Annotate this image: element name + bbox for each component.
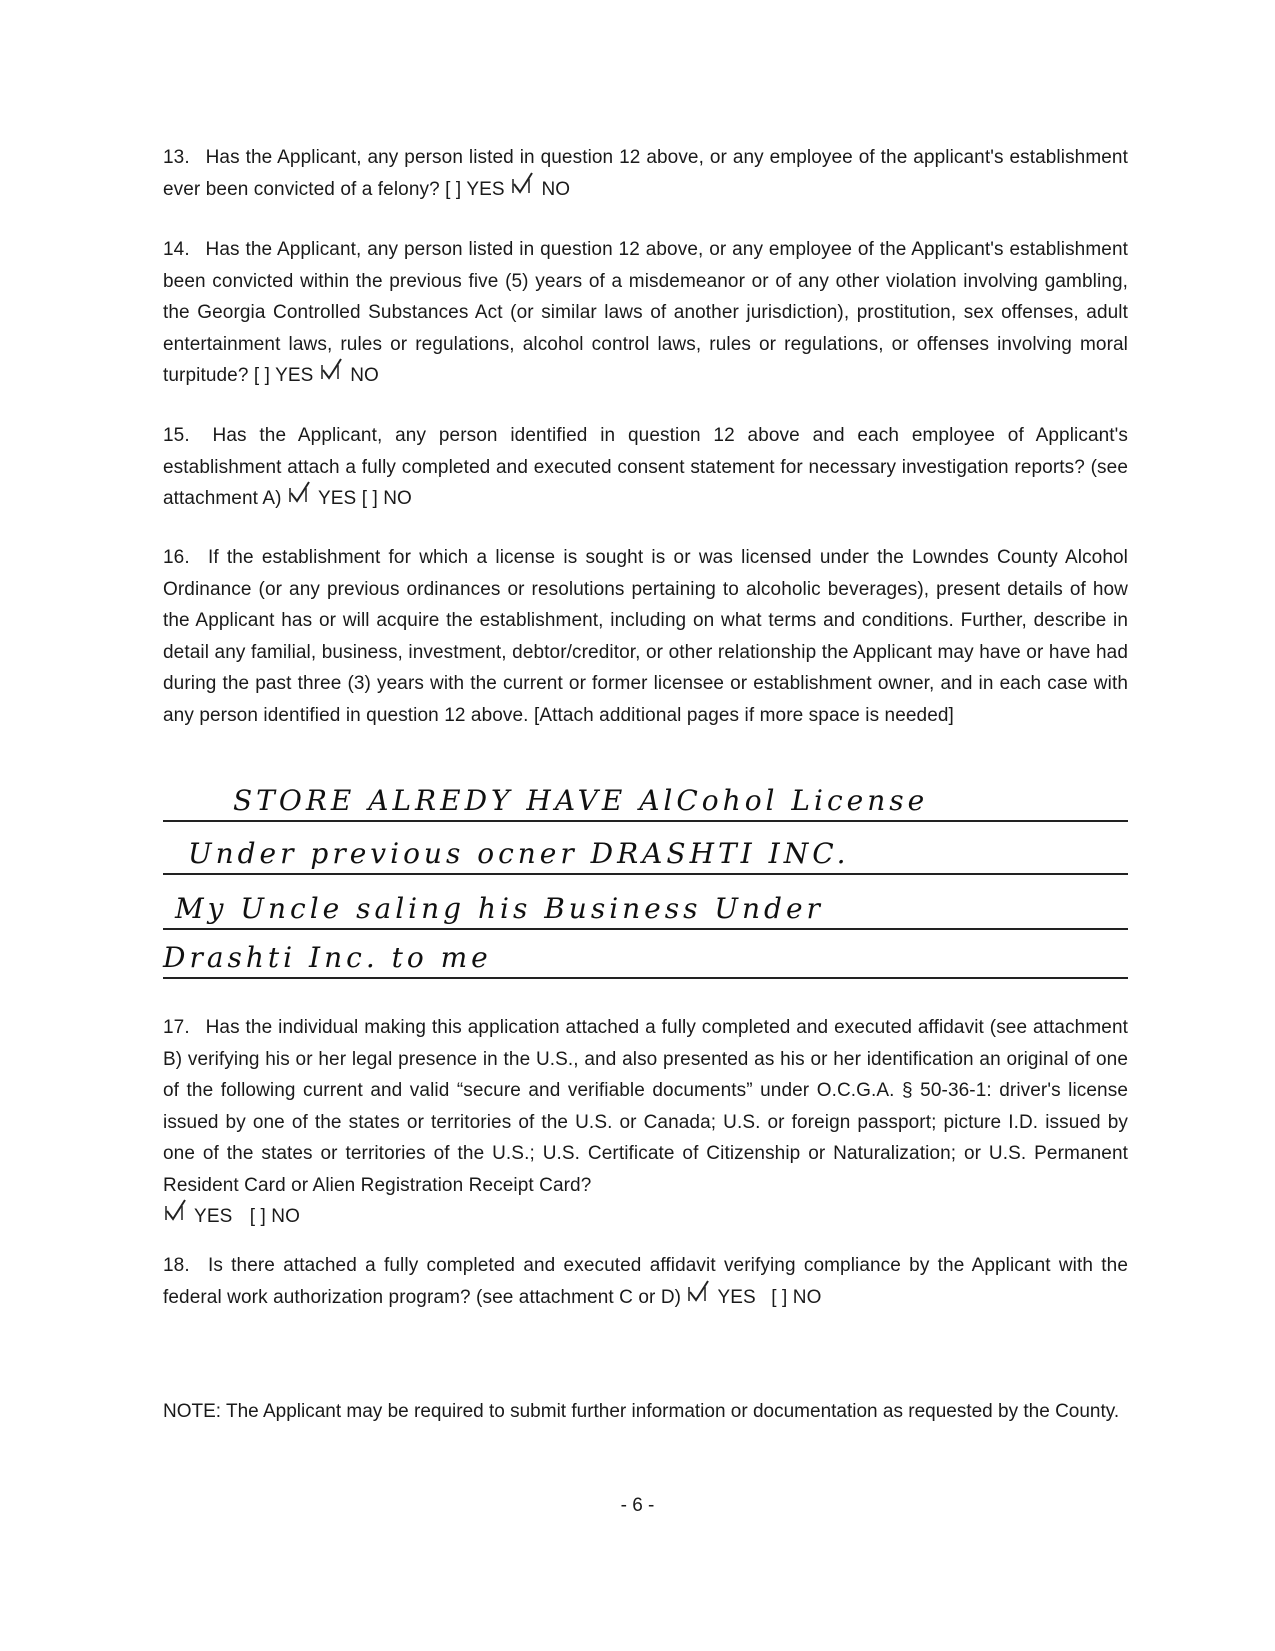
note: NOTE: The Applicant may be required to submit further information or documentation as requested by the County. xyxy=(163,1401,1120,1422)
handwritten-line-1: STORE ALREDY HAVE AlCohol License xyxy=(233,784,929,817)
no-option[interactable]: NO xyxy=(350,365,379,386)
question-16 xyxy=(163,542,1128,731)
question-17 xyxy=(163,1012,1128,1233)
handwritten-line-2: Under previous ocner DRASHTI INC. xyxy=(188,837,850,870)
question-number: 18. xyxy=(163,1255,190,1276)
checkmark-icon[interactable] xyxy=(510,177,536,197)
no-option[interactable]: [ ] NO xyxy=(771,1286,822,1308)
question-number: 15. xyxy=(163,425,190,446)
question-text: Has the Applicant, any person listed in question 12 above, or any employee of the applicant's establishment ever been convicted of a felony? xyxy=(163,147,1128,200)
yes-option[interactable]: YES xyxy=(194,1206,233,1227)
checkmark-icon[interactable] xyxy=(319,363,345,383)
no-option[interactable]: NO xyxy=(541,178,571,200)
question-14 xyxy=(163,234,1128,392)
question-text: Has the Applicant, any person listed in question 12 above, or any employee of the Applicant's establishment been convicted within the previous five (5) years of a misdemeanor or of any other violation involving gambling, the Georgia Controlled Substances Act (or similar laws of another jurisdiction), prostitution, sex offenses, adult entertainment laws, rules or regulations, alcohol control laws, rules or regulations, or offenses involving moral turpitude? xyxy=(163,239,1128,386)
checkmark-icon[interactable] xyxy=(163,1204,189,1224)
answer-line xyxy=(163,873,1128,875)
yes-option[interactable]: [ ] YES xyxy=(445,178,505,200)
yes-option[interactable]: [ ] YES xyxy=(253,365,314,386)
question-18 xyxy=(163,1250,1128,1313)
checkmark-icon[interactable] xyxy=(287,486,313,506)
question-number: 14. xyxy=(163,239,190,260)
question-text: Has the Applicant, any person identified in question 12 above and each employee of Applicant's establishment attach a fully completed and executed consent statement for necessary investigation reports? (see attachment A) xyxy=(163,425,1128,509)
question-15 xyxy=(163,420,1128,515)
yes-option[interactable]: YES xyxy=(317,488,357,509)
question-text: Is there attached a fully completed and executed affidavit verifying compliance by the Applicant with the federal work authorization program? (see attachment C or D) xyxy=(163,1255,1128,1308)
handwritten-line-3: My Uncle saling his Business Under xyxy=(175,892,824,925)
question-text: If the establishment for which a license is sought is or was licensed under the Lowndes County Alcohol Ordinance (or any previous ordinances or resolutions pertaining to alcoholic beverages), present details of how the Applicant has or will acquire the establishment, including on what terms and conditions. Further, describe in detail any familial, business, investment, debtor/creditor, or other relationship the Applicant may have or have had during the past three (3) years with the current or former licensee or establishment owner, and in each case with any person identified in question 12 above. [Attach additional pages if more space is needed] xyxy=(163,547,1128,726)
no-option[interactable]: [ ] NO xyxy=(249,1206,300,1227)
handwritten-line-4: Drashti Inc. to me xyxy=(163,941,492,974)
no-option[interactable]: [ ] NO xyxy=(361,488,412,509)
answer-line xyxy=(163,977,1128,979)
question-text: Has the individual making this application attached a fully completed and executed affidavit (see attachment B) verifying his or her legal presence in the U.S., and also presented as his or her identification an original of one of the following current and valid “secure and verifiable documents” under O.C.G.A. § 50-36-1: driver's license issued by one of the states or territories of the U.S. or Canada; U.S. or foreign passport; picture I.D. issued by one of the states or territories of the U.S.; U.S. Certificate of Citizenship or Naturalization; or U.S. Permanent Resident Card or Alien Registration Receipt Card? xyxy=(163,1017,1128,1196)
answer-line xyxy=(163,820,1128,822)
question-number: 17. xyxy=(163,1017,190,1038)
yes-option[interactable]: YES xyxy=(717,1286,756,1308)
question-number: 16. xyxy=(163,547,190,568)
page-number: - 6 - xyxy=(620,1495,655,1516)
checkmark-icon[interactable] xyxy=(686,1285,712,1305)
question-13 xyxy=(163,142,1128,205)
question-number: 13. xyxy=(163,147,190,168)
answer-line xyxy=(163,928,1128,930)
